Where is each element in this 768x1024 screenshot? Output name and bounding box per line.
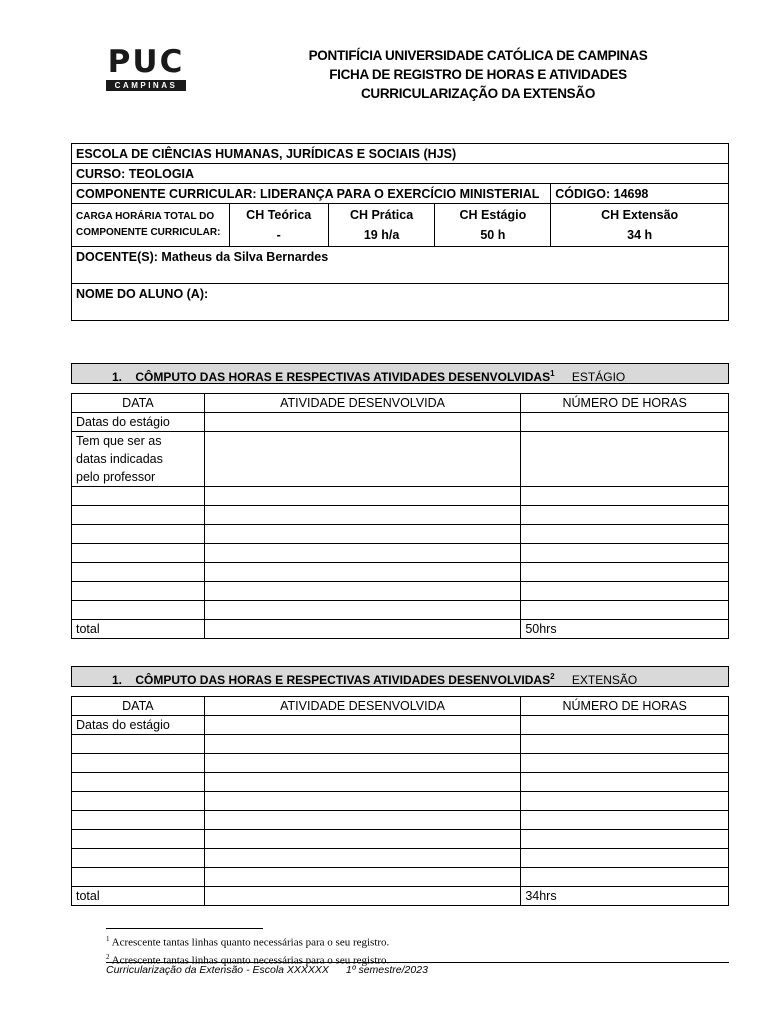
activity-cell[interactable] — [204, 868, 521, 887]
logo-name: PUC — [107, 44, 185, 80]
ch-pratica-value: 19 h/a — [363, 228, 400, 242]
ch-estagio-value: 50 h — [480, 228, 506, 242]
date-cell[interactable] — [72, 849, 205, 868]
course-cell: CURSO: TEOLOGIA — [72, 164, 729, 184]
ch-estagio-label: CH Estágio — [459, 208, 527, 222]
hours-cell[interactable] — [521, 601, 729, 620]
component-cell: COMPONENTE CURRICULAR: LIDERANÇA PARA O EXERCÍCIO MINISTERIAL — [72, 184, 551, 204]
activity-cell[interactable] — [204, 525, 521, 544]
activity-cell[interactable] — [204, 413, 521, 432]
activity-cell[interactable] — [204, 849, 521, 868]
hours-cell[interactable] — [521, 792, 729, 811]
footer-separator — [106, 962, 729, 963]
activity-cell[interactable] — [204, 811, 521, 830]
puc-logo — [106, 46, 186, 91]
workload-label-cell — [72, 204, 230, 247]
hours-cell[interactable] — [521, 811, 729, 830]
table-row — [72, 773, 729, 792]
workload-label-line1: CARGA HORÁRIA TOTAL DO — [76, 211, 215, 222]
date-cell[interactable]: Datas do estágio — [72, 716, 205, 735]
table-row — [72, 792, 729, 811]
footnote-1-text: Acrescente tantas linhas quanto necessárias para o seu registro. — [111, 936, 390, 949]
section2-title-text: CÔMPUTO DAS HORAS E RESPECTIVAS ATIVIDADES DESENVOLVIDAS — [135, 673, 551, 687]
header-subject: CURRICULARIZAÇÃO DA EXTENSÃO — [360, 86, 596, 101]
hours-cell[interactable] — [521, 506, 729, 525]
section2-number: 1. — [112, 673, 123, 687]
section1-footnote-ref: 1 — [550, 369, 555, 378]
activity-cell[interactable] — [204, 716, 521, 735]
activity-cell[interactable] — [204, 773, 521, 792]
hours-cell[interactable] — [521, 754, 729, 773]
section2-footnote-ref: 2 — [550, 672, 555, 681]
col-header-date: DATA — [72, 697, 205, 716]
total-row — [72, 887, 729, 906]
student-name-field[interactable]: NOME DO ALUNO (A): — [72, 284, 729, 321]
activity-cell[interactable] — [204, 754, 521, 773]
section1-title-text: CÔMPUTO DAS HORAS E RESPECTIVAS ATIVIDADES DESENVOLVIDAS — [135, 370, 551, 384]
date-cell[interactable] — [72, 811, 205, 830]
activity-cell[interactable] — [204, 601, 521, 620]
date-cell[interactable] — [72, 773, 205, 792]
hours-cell[interactable] — [521, 563, 729, 582]
table-row — [72, 582, 729, 601]
section1-title — [112, 364, 625, 387]
activity-cell[interactable] — [204, 830, 521, 849]
footer-text: Curricularização da Extensão - Escola XXXXXX — [106, 964, 329, 976]
table-row — [72, 413, 729, 432]
hours-cell[interactable] — [521, 716, 729, 735]
teacher-cell: DOCENTE(S): Matheus da Silva Bernardes — [72, 247, 729, 284]
date-cell[interactable] — [72, 544, 205, 563]
footnote-2-number: 2 — [106, 952, 110, 961]
total-label: total — [72, 620, 205, 639]
code-cell: CÓDIGO: 14698 — [551, 184, 729, 204]
ch-extensao-label: CH Extensão — [601, 208, 679, 222]
hours-cell[interactable] — [521, 773, 729, 792]
ch-extensao-value: 34 h — [627, 228, 653, 242]
hours-cell[interactable] — [521, 525, 729, 544]
hours-cell[interactable] — [521, 735, 729, 754]
activity-cell[interactable] — [204, 432, 521, 487]
date-cell[interactable] — [72, 432, 205, 487]
hours-cell[interactable] — [521, 868, 729, 887]
total-row — [72, 620, 729, 639]
section1-title-bar — [71, 363, 729, 384]
total-activity-cell[interactable] — [204, 887, 521, 906]
total-hours[interactable]: 50hrs — [521, 620, 729, 639]
ch-teorica-cell — [229, 204, 328, 247]
date-note-line2: datas indicadas — [76, 452, 163, 466]
activity-cell[interactable] — [204, 735, 521, 754]
section1-subtitle: ESTÁGIO — [571, 370, 626, 384]
school-cell: ESCOLA DE CIÊNCIAS HUMANAS, JURÍDICAS E SOCIAIS (HJS) — [72, 144, 729, 164]
section1-number: 1. — [112, 370, 123, 384]
date-cell[interactable] — [72, 601, 205, 620]
activity-cell[interactable] — [204, 487, 521, 506]
date-cell[interactable] — [72, 868, 205, 887]
table-row — [72, 487, 729, 506]
activity-cell[interactable] — [204, 792, 521, 811]
table-row — [72, 544, 729, 563]
ch-estagio-cell — [435, 204, 551, 247]
total-activity-cell[interactable] — [204, 620, 521, 639]
table-row — [72, 716, 729, 735]
activity-cell[interactable] — [204, 582, 521, 601]
table-row — [72, 735, 729, 754]
total-label: total — [72, 887, 205, 906]
table-row — [72, 868, 729, 887]
course-info-table — [71, 143, 729, 321]
date-cell[interactable] — [72, 582, 205, 601]
date-cell[interactable] — [72, 563, 205, 582]
table-row — [72, 754, 729, 773]
date-cell[interactable] — [72, 525, 205, 544]
hours-cell[interactable] — [521, 849, 729, 868]
col-header-hours: NÚMERO DE HORAS — [521, 697, 729, 716]
footnote-2-text: Acrescente tantas linhas quanto necessárias para o seu registro. — [111, 954, 390, 967]
ch-teorica-value: - — [276, 228, 281, 242]
total-hours[interactable]: 34hrs — [521, 887, 729, 906]
hours-cell[interactable] — [521, 432, 729, 487]
ch-teorica-label: CH Teórica — [246, 208, 312, 222]
header-university: PONTIFÍCIA UNIVERSIDADE CATÓLICA DE CAMPINAS — [308, 48, 648, 63]
section2-title-bar — [71, 666, 729, 687]
ch-extensao-cell — [551, 204, 729, 247]
date-cell[interactable] — [72, 487, 205, 506]
section2-subtitle: EXTENSÃO — [571, 673, 638, 687]
activity-cell[interactable] — [204, 506, 521, 525]
ch-pratica-label: CH Prática — [349, 208, 414, 222]
section2-title — [112, 667, 637, 690]
table-row — [72, 811, 729, 830]
date-cell[interactable]: Datas do estágio — [72, 413, 205, 432]
date-cell[interactable] — [72, 506, 205, 525]
ch-pratica-cell — [328, 204, 435, 247]
footnote-1-number: 1 — [106, 935, 110, 943]
hours-cell[interactable] — [521, 582, 729, 601]
footnote-1 — [106, 932, 389, 950]
col-header-hours: NÚMERO DE HORAS — [521, 394, 729, 413]
footer-semester: 1º semestre/2023 — [345, 964, 428, 976]
header-form-title: FICHA DE REGISTRO DE HORAS E ATIVIDADES — [329, 67, 627, 82]
date-cell[interactable] — [72, 792, 205, 811]
hours-cell[interactable] — [521, 830, 729, 849]
page-footer — [106, 964, 428, 976]
date-cell[interactable] — [72, 754, 205, 773]
date-note-line1: Tem que ser as — [76, 434, 162, 448]
date-cell[interactable] — [72, 830, 205, 849]
date-note-line3: pelo professor — [76, 470, 156, 484]
table-row — [72, 601, 729, 620]
activity-cell[interactable] — [204, 544, 521, 563]
table-row — [72, 830, 729, 849]
activity-cell[interactable] — [204, 563, 521, 582]
col-header-activity: ATIVIDADE DESENVOLVIDA — [204, 394, 521, 413]
table-row — [72, 432, 729, 487]
table-row — [72, 849, 729, 868]
table-row — [72, 506, 729, 525]
hours-cell[interactable] — [521, 487, 729, 506]
date-cell[interactable] — [72, 735, 205, 754]
hours-cell[interactable] — [521, 544, 729, 563]
table-row — [72, 525, 729, 544]
workload-label-line2: COMPONENTE CURRICULAR: — [76, 227, 221, 238]
col-header-date: DATA — [72, 394, 205, 413]
extension-hours-table — [71, 696, 729, 906]
internship-hours-table — [71, 393, 729, 639]
hours-cell[interactable] — [521, 413, 729, 432]
col-header-activity: ATIVIDADE DESENVOLVIDA — [204, 697, 521, 716]
footnote-separator — [106, 928, 263, 929]
document-header — [300, 46, 656, 103]
logo-subtitle: CAMPINAS — [106, 80, 186, 91]
table-row — [72, 563, 729, 582]
